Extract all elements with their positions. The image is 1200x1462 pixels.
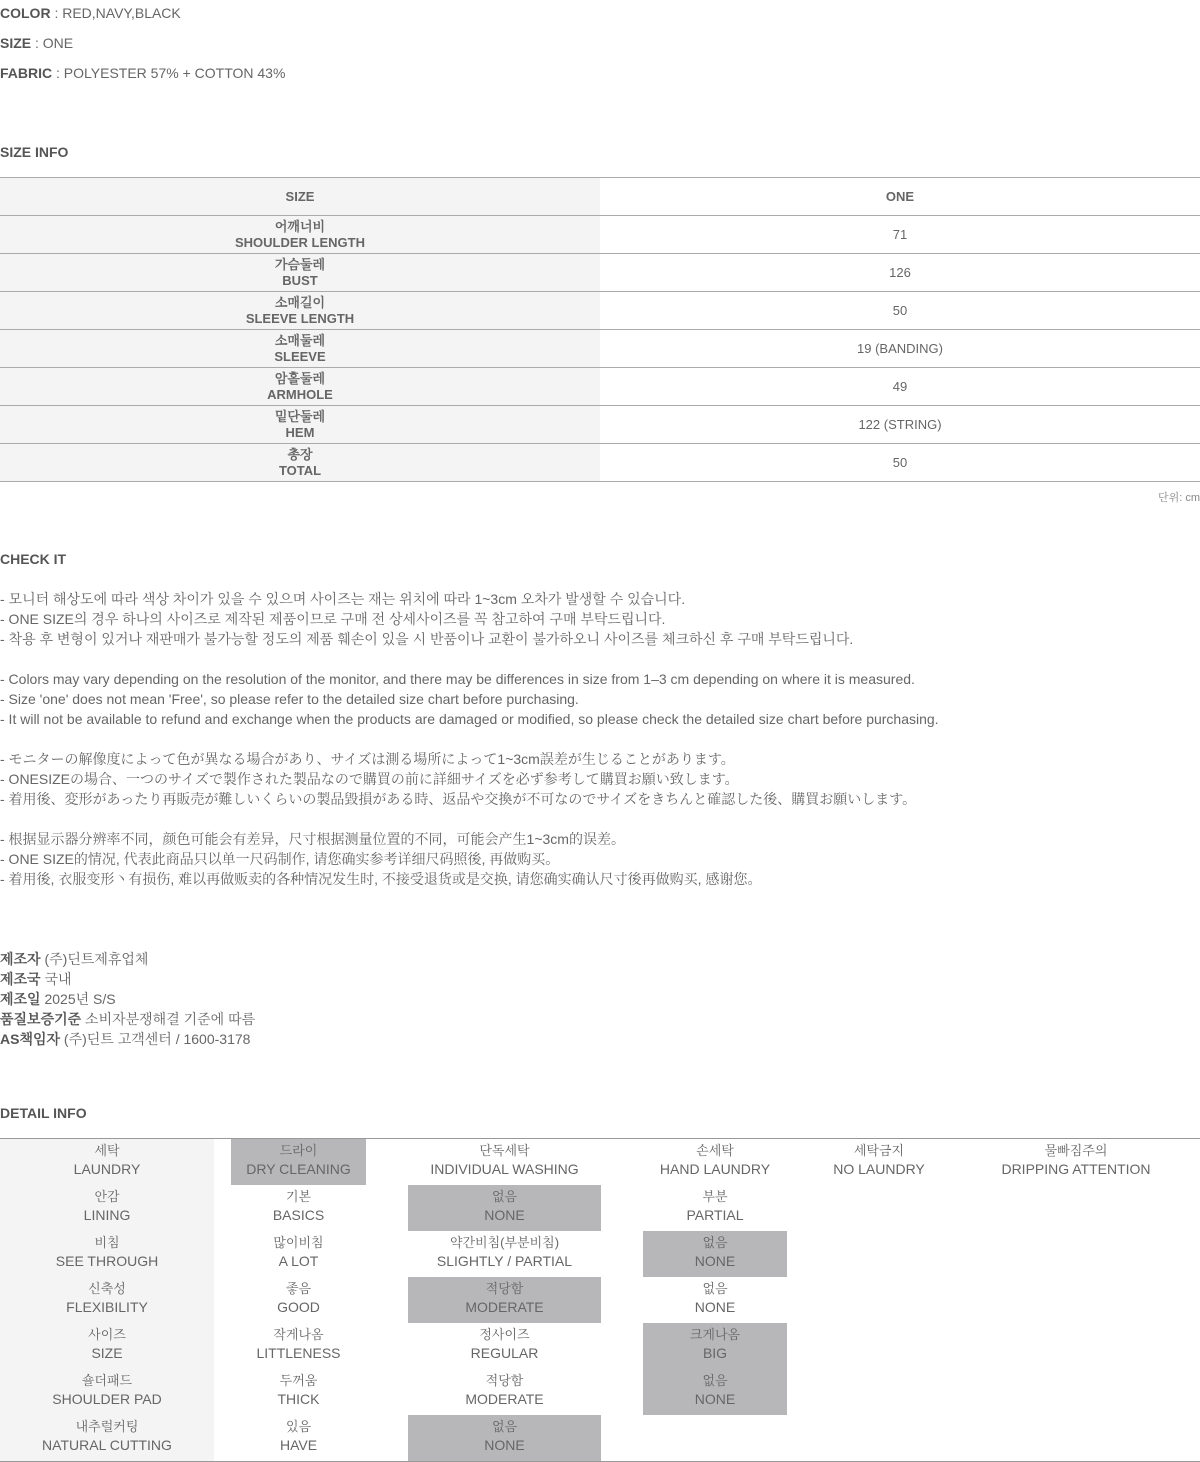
size-label-en: TOTAL (278, 462, 322, 478)
detail-label-en: LAUNDRY (73, 1161, 141, 1177)
size-table (0, 177, 1200, 482)
option-ko: 좋음 (285, 1281, 312, 1296)
size-label-ko: 암홀둘레 (274, 370, 326, 386)
size-info-title: SIZE INFO (0, 144, 69, 160)
detail-label-ko: 신축성 (88, 1281, 126, 1296)
detail-label-ko: 세탁 (94, 1143, 120, 1158)
detail-option (643, 1234, 787, 1270)
option-ko: 없음 (491, 1189, 518, 1204)
spec-fabric-value: : POLYESTER 57% + COTTON 43% (52, 65, 286, 81)
size-label-en: BUST (282, 272, 318, 288)
option-en: NONE (484, 1207, 525, 1223)
detail-label-ko: 내추럴커팅 (75, 1419, 139, 1434)
spec-size-value: : ONE (31, 35, 74, 51)
size-row-label (0, 216, 600, 254)
table-row (0, 406, 1200, 444)
table-row (0, 216, 1200, 254)
table-row (0, 368, 1200, 406)
size-row-value: 71 (600, 216, 1200, 254)
option-en: HAVE (279, 1437, 318, 1453)
spec-size-key: SIZE (0, 35, 32, 51)
size-row-value: 126 (600, 254, 1200, 292)
option-ko: 적당함 (485, 1373, 524, 1388)
detail-label-en: SHOULDER PAD (52, 1391, 162, 1407)
option-en: GOOD (277, 1299, 320, 1315)
table-row (0, 444, 1200, 482)
option-en: THICK (277, 1391, 320, 1407)
detail-label-en: SEE THROUGH (55, 1253, 159, 1269)
detail-label-en: LINING (83, 1207, 131, 1223)
maker-key: 품질보증기준 (0, 1011, 82, 1027)
detail-option (408, 1234, 601, 1270)
spec-fabric (0, 63, 285, 83)
option-en: MODERATE (465, 1391, 544, 1407)
option-ko: 정사이즈 (479, 1327, 530, 1342)
option-en: A LOT (278, 1253, 319, 1269)
size-label-en: SLEEVE LENGTH (245, 310, 355, 326)
detail-label-ko: 사이즈 (88, 1327, 126, 1342)
detail-option (805, 1142, 953, 1178)
notice-line: - 着用後、変形があったり再販売が難しいくらいの製品毀損がある時、返品や交換が不可なのでサイズをきちんと確認した後、購買お願いします。 (0, 791, 917, 807)
size-table-header (0, 178, 1200, 216)
detail-option (408, 1280, 601, 1316)
detail-label-lining (0, 1188, 214, 1224)
detail-option (643, 1142, 787, 1178)
detail-option (643, 1188, 787, 1224)
size-label-ko: 밑단둘레 (274, 408, 326, 424)
detail-label-ko: 비침 (94, 1235, 120, 1250)
option-en: BIG (702, 1345, 728, 1361)
size-row-label (0, 406, 600, 444)
table-row (0, 292, 1200, 330)
option-en: REGULAR (470, 1345, 539, 1361)
option-ko: 세탁금지 (853, 1143, 905, 1158)
size-label-en: ARMHOLE (267, 386, 333, 402)
notice-line: - Colors may vary depending on the resolution of the monitor, and there may be differences in size from 1–3 cm depending on where it is measured. (0, 671, 915, 687)
maker-info (0, 949, 255, 1049)
size-label-ko: 가슴둘레 (274, 256, 326, 272)
notice-line: - It will not be available to refund and exchange when the products are damaged or modified, so please check the detailed size chart before purchasing. (0, 711, 939, 727)
detail-option (408, 1326, 601, 1362)
detail-option (231, 1142, 366, 1178)
detail-option (643, 1280, 787, 1316)
size-row-label (0, 254, 600, 292)
maker-value: 국내 (40, 971, 72, 987)
detail-option (231, 1372, 366, 1408)
size-label-ko: 소매둘레 (274, 332, 326, 348)
maker-row (0, 1029, 255, 1049)
notice-line: - 根据显示器分辨率不同，颜色可能会有差异，尺寸根据测量位置的不同，可能会产生1~3cm的误差。 (0, 831, 625, 847)
option-ko: 부분 (702, 1189, 728, 1204)
notice-line: - Size 'one' does not mean 'Free', so please refer to the detailed size chart before purchasing. (0, 691, 579, 707)
detail-label-shoulder-pad (0, 1372, 214, 1408)
spec-color-key: COLOR (0, 5, 51, 21)
detail-label-flexibility (0, 1280, 214, 1316)
detail-option (408, 1142, 601, 1178)
option-ko: 없음 (702, 1281, 728, 1296)
detail-label-en: FLEXIBILITY (66, 1299, 148, 1315)
detail-label-natural-cutting (0, 1418, 214, 1454)
option-en: PARTIAL (686, 1207, 744, 1223)
maker-row (0, 989, 255, 1009)
detail-info-title: DETAIL INFO (0, 1105, 87, 1121)
spec-color (0, 3, 181, 23)
spec-color-value: : RED,NAVY,BLACK (50, 5, 181, 21)
option-ko: 없음 (491, 1419, 518, 1434)
spec-size (0, 33, 73, 53)
option-ko: 없음 (702, 1235, 728, 1250)
option-en: NONE (694, 1299, 736, 1315)
detail-option (231, 1188, 366, 1224)
size-row-value: 122 (STRING) (600, 406, 1200, 444)
detail-label-en: SIZE (91, 1345, 123, 1361)
notice-line: - ONE SIZE的情况, 代表此商品只以单一尺码制作, 请您确实参考详细尺码照後, 再做购买。 (0, 851, 560, 867)
size-row-label (0, 368, 600, 406)
maker-key: 제조일 (0, 991, 41, 1007)
size-header-value: ONE (600, 178, 1200, 216)
option-ko: 드라이 (279, 1143, 318, 1158)
detail-label-ko: 숄더패드 (81, 1373, 133, 1388)
notice-line: - 착용 후 변형이 있거나 재판매가 불가능할 정도의 제품 훼손이 있을 시 반품이나 교환이 불가하오니 사이즈를 체크하신 후 구매 부탁드립니다. (0, 631, 854, 647)
detail-label-see-through (0, 1234, 214, 1270)
notice-line: - 모니터 해상도에 따라 색상 차이가 있을 수 있으며 사이즈는 재는 위치에 따라 1~3cm 오차가 발생할 수 있습니다. (0, 591, 686, 607)
option-ko: 단독세탁 (479, 1143, 530, 1158)
option-ko: 기본 (285, 1189, 312, 1204)
size-row-value: 49 (600, 368, 1200, 406)
option-ko: 많이비침 (273, 1235, 324, 1250)
maker-value: 소비자분쟁해결 기준에 따름 (81, 1011, 256, 1027)
check-it-title: CHECK IT (0, 551, 67, 567)
option-ko: 물빠짐주의 (1044, 1143, 1108, 1158)
size-label-ko: 어깨너비 (274, 218, 326, 234)
detail-option (408, 1372, 601, 1408)
detail-option (408, 1418, 601, 1454)
table-row (0, 254, 1200, 292)
size-row-label (0, 330, 600, 368)
size-label-ko: 총장 (287, 446, 313, 462)
option-ko: 손세탁 (696, 1143, 734, 1158)
option-en: BASICS (272, 1207, 325, 1223)
option-en: INDIVIDUAL WASHING (430, 1161, 579, 1177)
option-en: MODERATE (465, 1299, 544, 1315)
option-ko: 작게나옴 (273, 1327, 324, 1342)
detail-label-size (0, 1326, 214, 1362)
size-label-en: HEM (285, 424, 315, 440)
maker-value: 2025년 S/S (40, 991, 116, 1007)
option-en: SLIGHTLY / PARTIAL (436, 1253, 573, 1269)
size-label-en: SHOULDER LENGTH (235, 234, 365, 250)
maker-row (0, 1009, 255, 1029)
option-ko: 두꺼움 (279, 1373, 318, 1388)
size-row-value: 50 (600, 444, 1200, 482)
notice-line: - ONESIZEの場合、一つのサイズで製作された製品なので購買の前に詳細サイズを必ず参考して購買お願い致します。 (0, 771, 739, 787)
size-row-label (0, 444, 600, 482)
option-en: NONE (694, 1253, 736, 1269)
detail-option (978, 1142, 1174, 1178)
option-en: NO LAUNDRY (833, 1161, 925, 1177)
maker-key: 제조국 (0, 971, 41, 987)
option-en: DRIPPING ATTENTION (1001, 1161, 1151, 1177)
option-ko: 크게나옴 (689, 1327, 741, 1342)
size-label-ko: 소매길이 (274, 294, 326, 310)
size-row-label (0, 292, 600, 330)
detail-option (231, 1418, 366, 1454)
size-unit-note: 단위: cm (1157, 492, 1200, 504)
notice-line: - モニターの解像度によって色が異なる場合があり、サイズは測る場所によって1~3cm誤差が生じることがあります。 (0, 751, 735, 767)
spec-fabric-key: FABRIC (0, 65, 53, 81)
detail-option (231, 1280, 366, 1316)
detail-option (643, 1372, 787, 1408)
detail-label-laundry (0, 1142, 214, 1178)
option-en: NONE (694, 1391, 736, 1407)
option-en: LITTLENESS (256, 1345, 341, 1361)
detail-label-ko: 안감 (94, 1189, 120, 1204)
detail-option (643, 1326, 787, 1362)
detail-option (231, 1234, 366, 1270)
option-ko: 없음 (702, 1373, 728, 1388)
size-label-en: SLEEVE (274, 348, 326, 364)
maker-value: (주)딘트 고객센터 / 1600-3178 (60, 1031, 251, 1047)
option-en: DRY CLEANING (246, 1161, 351, 1177)
maker-value: (주)딘트제휴업체 (40, 951, 149, 967)
option-en: HAND LAUNDRY (659, 1161, 771, 1177)
option-ko: 적당함 (485, 1281, 524, 1296)
detail-label-en: NATURAL CUTTING (42, 1437, 172, 1453)
option-ko: 있음 (285, 1419, 312, 1434)
maker-key: 제조자 (0, 951, 41, 967)
detail-option (231, 1326, 366, 1362)
option-ko: 약간비침(부분비침) (449, 1235, 560, 1250)
maker-row (0, 969, 255, 989)
size-row-value: 19 (BANDING) (600, 330, 1200, 368)
maker-key: AS책임자 (0, 1031, 61, 1047)
notice-line: - ONE SIZE의 경우 하나의 사이즈로 제작된 제품이므로 구매 전 상세사이즈를 꼭 참고하여 구매 부탁드립니다. (0, 611, 666, 627)
size-header-label: SIZE (0, 178, 600, 216)
maker-row (0, 949, 255, 969)
size-row-value: 50 (600, 292, 1200, 330)
detail-option (408, 1188, 601, 1224)
notice-line: - 着用後, 衣服变形丶有损伤, 难以再做贩卖的各种情况发生时, 不接受退货或是交换, 请您确实确认尺寸後再做购买, 感谢您。 (0, 871, 762, 887)
option-en: NONE (484, 1437, 525, 1453)
table-row (0, 330, 1200, 368)
